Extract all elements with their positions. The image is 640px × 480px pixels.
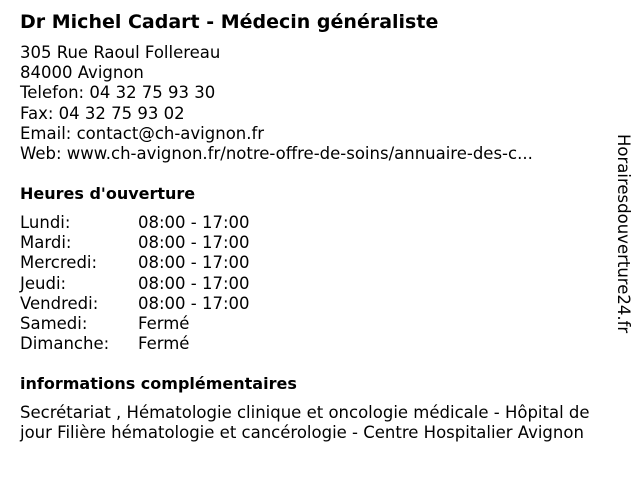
additional-info-text: Secrétariat , Hématologie clinique et oncologie médicale - Hôpital de jour Filière hématologie et cancérologie - Centre Hospitalier Avignon: [20, 403, 590, 443]
contact-block: [20, 43, 533, 164]
page-title: Dr Michel Cadart - Médecin généraliste: [20, 11, 439, 33]
day-hours: 08:00 - 17:00: [138, 293, 250, 313]
email-address: Email: contact@ch-avignon.fr: [20, 123, 265, 143]
day-label: Dimanche:: [20, 334, 110, 354]
watermark-text: Horairesdouverture24.fr: [614, 134, 633, 334]
day-label: Mercredi:: [20, 253, 98, 273]
day-hours: 08:00 - 17:00: [138, 253, 250, 273]
day-hours: 08:00 - 17:00: [138, 233, 250, 253]
day-label: Jeudi:: [20, 273, 67, 293]
day-hours: 08:00 - 17:00: [138, 213, 250, 232]
day-label: Lundi:: [20, 213, 71, 232]
address-street: 305 Rue Raoul Follereau: [20, 43, 221, 62]
opening-hours-heading: Heures d'ouverture: [20, 184, 196, 203]
day-hours: Fermé: [138, 313, 190, 333]
day-label: Vendredi:: [20, 293, 99, 313]
website-url: Web: www.ch-avignon.fr/notre-offre-de-soins/annuaire-des-c...: [20, 144, 533, 164]
phone-number: Telefon: 04 32 75 93 30: [20, 83, 216, 103]
day-hours: Fermé: [138, 334, 190, 354]
address-city: 84000 Avignon: [20, 63, 144, 83]
day-hours: 08:00 - 17:00: [138, 273, 250, 293]
watermark: [612, 134, 636, 374]
fax-number: Fax: 04 32 75 93 02: [20, 103, 185, 123]
day-label: Samedi:: [20, 313, 88, 333]
day-label: Mardi:: [20, 233, 72, 253]
additional-info-heading: informations complémentaires: [20, 374, 297, 393]
